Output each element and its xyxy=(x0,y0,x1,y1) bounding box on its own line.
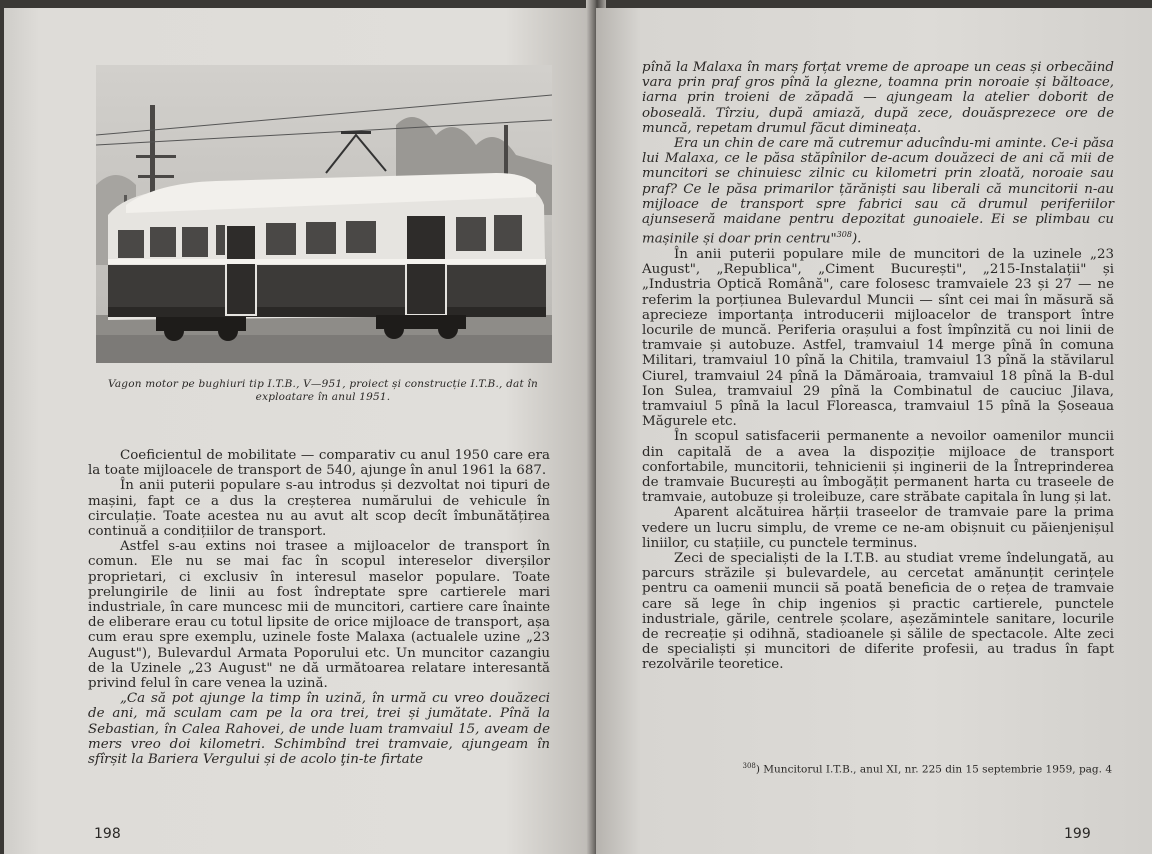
right-page xyxy=(596,8,1152,854)
quote-text: Era un chin de care mă cutremur aducîndu-mi aminte. Ce-i păsa lui Malaxa, ce le păsa stăpînilor de-acum douăzeci de ani că mii de muncitori se chinuiesc zilnic cu kilometri prin zloată, noroaie sau praf? Ce le păsa primarilor țărăniști sau liberali că muncitorii n-au mijloace de transport spre fabrici sau că drumul periferiilor ajunseseră maidane pentru depozitat gunoaiele. Ei se plimbau cu mașinile și doar prin centru" xyxy=(642,136,1114,247)
paragraph: Zeci de specialiști de la I.T.B. au studiat vreme îndelungată, au parcurs străzile și bulevardele, au cercetat amănunțit cerințele pentru ca oamenii muncii să poată beneficia de o rețea de tramvaie care să lege în chip ingenios și practic cartierele, punctele industriale, gările, centrele școlare, așezămintele sanitare, locurile de recreație și odihnă, stadioanele și sălile de spectacole. Alte zeci de specialiști și muncitori de diferite profesii, au tradus în fapt rezolvările teoretice. xyxy=(642,550,1114,673)
quote-end: ). xyxy=(851,231,862,247)
photo-caption: Vagon motor pe bughiuri tip I.T.B., V—951, proiect și construcție I.T.B., dat în exploatare în anul 1951. xyxy=(108,378,538,403)
quote-paragraph xyxy=(642,136,1114,247)
footnote-ref: 308 xyxy=(836,230,852,240)
page-number: 198 xyxy=(94,826,121,842)
paragraph: Coeficientul de mobilitate — comparativ cu anul 1950 care era la toate mijloacele de transport de 540, ajunge în anul 1961 la 687. xyxy=(88,448,550,479)
footnote-number: 308 xyxy=(742,762,756,770)
quote-continued: pînă la Malaxa în marș forțat vreme de aproape un ceas și orbecăind vara prin praf gros pînă la glezne, toamna prin noroaie și băltoace, iarna prin troieni de zăpadă — ajungeam la atelier doborit de oboseală. Tîrziu, după amiază, după zece, douăsprezece ore de muncă, repetam drumul făcut dimineața. xyxy=(642,60,1114,136)
paragraph: În anii puterii populare mile de muncitori de la uzinele „23 August", „Republica", „Ciment București", „215-Instalații" și „Industria Optică Română", care folosesc tramvaiele 23 și 27 — ne referim la porțiunea Bulevardul Muncii — sînt cei mai în măsură să aprecieze importanța introducerii mijloacelor de transport între locurile de muncă. Periferia orașului a fost împînzită cu noi linii de tramvaie și autobuze. Astfel, tramvaiul 14 merge pînă în comuna Militari, tramvaiul 10 pînă la Chitila, tramvaiul 13 pînă la stăvilarul Ciurel, tramvaiul 24 pînă la Dămăroaia, tramvaiul 18 pînă la B-dul Ion Sulea, tramvaiul 29 pînă la Combinatul de cauciuc Jilava, tramvaiul 5 pînă la lacul Floreasca, tramvaiul 15 pînă la Șoseaua Măgurele etc. xyxy=(642,246,1114,430)
footnote xyxy=(662,760,1112,777)
page-number: 199 xyxy=(1064,826,1091,842)
tram-photo xyxy=(96,65,552,363)
paragraph: Astfel s-au extins noi trasee a mijloacelor de transport în comun. Ele nu se mai fac în scopul intereselor diverșilor proprietari, ci exclusiv în interesul maselor populare. Toate prelungirile de linii au fost îndreptate spre cartierele mari industriale, în care muncesc mii de muncitori, cartiere care înainte de eliberare erau cu totul lipsite de orice mijloace de transport, așa cum erau spre exemplu, uzinele foste Malaxa (actualele uzine „23 August"), Bulevardul Armata Poporului etc. Un muncitor cazangiu de la Uzinele „23 August" ne dă următoarea relatare interesantă privind felul în care venea la uzină. xyxy=(88,539,550,692)
paragraph: În anii puterii populare s-au introdus și dezvoltat noi tipuri de mașini, fapt ce a dus la creșterea numărului de vehicule în circulație. Toate acestea nu au avut alt scop decît îmbunătățirea continuă a condițiilor de transport. xyxy=(88,478,550,540)
footnote-text: ) Muncitorul I.T.B., anul XI, nr. 225 din 15 septembrie 1959, pag. 4 xyxy=(755,763,1112,776)
paragraph: În scopul satisfacerii permanente a nevoilor oamenilor muncii din capitală de a avea la dispoziție mijloace de transport confortabile, muncitorii, tehnicienii și inginerii de la Întreprinderea de tramvaie București au îmbogățit permanent harta cu traseele de tramvaie, autobuze și troleibuze, care străbate capitala în lung și lat. xyxy=(642,429,1114,506)
paragraph: Aparent alcătuirea hărții traseelor de tramvaie pare la prima vedere un lucru simplu, de vreme ce ne-am obișnuit cu păienjenișul liniilor, cu stațiile, cu punctele terminus. xyxy=(642,505,1114,551)
quote-paragraph: „Ca să pot ajunge la timp în uzină, în urmă cu vreo douăzeci de ani, mă sculam cam pe la ora trei, trei și jumătate. Pînă la Sebastian, în Calea Rahovei, de unde luam tramvaiul 15, aveam de mers vreo doi kilometri. Schimbînd trei tramvaie, ajungeam în sfîrșit la Bariera Vergului și de acolo ţin-te firtate xyxy=(88,691,550,768)
left-body-text xyxy=(88,448,550,767)
left-page xyxy=(4,8,594,854)
right-body-text xyxy=(642,60,1114,673)
